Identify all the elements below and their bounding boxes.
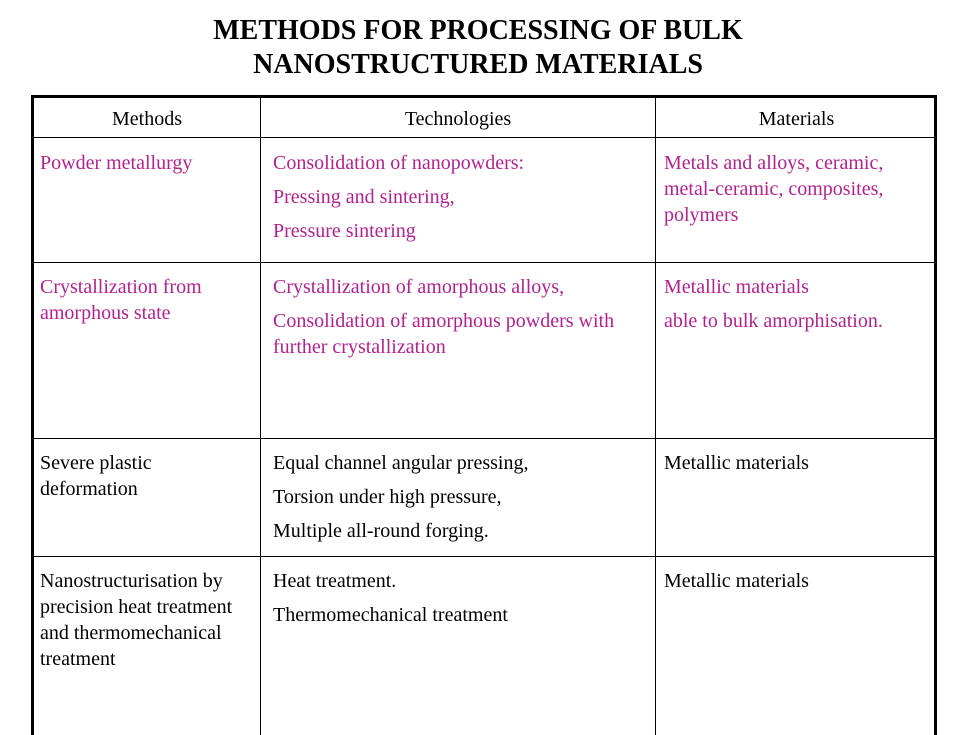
table-row-3-method	[40, 450, 240, 502]
material-text: Metallic materials	[664, 276, 809, 298]
technology-text: Pressure sintering	[273, 220, 416, 242]
title-line-2: NANOSTRUCTURED MATERIALS	[253, 49, 703, 80]
table-row-1-technologies	[273, 150, 653, 244]
technology-text: Consolidation of nanopowders:	[273, 152, 525, 174]
column-divider	[655, 98, 656, 735]
material-text: Metallic materials	[664, 452, 809, 474]
technology-text: Consolidation of amorphous powders with further crystallization	[273, 310, 615, 358]
table-row-4-technologies	[273, 568, 653, 628]
technology-text: Crystallization of amorphous alloys,	[273, 276, 565, 298]
table-row-1-method	[40, 150, 258, 176]
table-row-2-materials	[664, 274, 886, 334]
title-line-1: METHODS FOR PROCESSING OF BULK	[213, 15, 743, 46]
table-row-3-technologies	[273, 450, 653, 544]
methods-table	[31, 95, 937, 735]
row-divider	[34, 137, 934, 138]
method-text: Nanostructurisation by precision heat treatment and thermomechanical treatment	[40, 570, 233, 670]
page-title	[0, 14, 956, 82]
method-text: Crystallization from amorphous state	[40, 276, 202, 324]
technology-text: Torsion under high pressure,	[273, 486, 502, 508]
header-materials: Materials	[758, 108, 835, 130]
row-divider	[34, 262, 934, 263]
row-divider	[34, 556, 934, 557]
technology-text: Pressing and sintering,	[273, 186, 455, 208]
table-row-2-technologies	[273, 274, 633, 360]
row-divider	[34, 438, 934, 439]
table-row-3-materials	[664, 450, 936, 476]
technology-text: Equal channel angular pressing,	[273, 452, 529, 474]
table-row-1-materials	[664, 150, 936, 228]
method-text: Severe plastic deformation	[40, 452, 152, 500]
table-row-4-materials	[664, 568, 936, 594]
table-row-2-method	[40, 274, 240, 326]
header-technologies: Technologies	[404, 108, 512, 130]
table-row-4-method	[40, 568, 258, 672]
material-text: Metals and alloys, ceramic, metal-ceramic, composites, polymers	[664, 152, 884, 226]
method-text: Powder metallurgy	[40, 152, 193, 174]
column-divider	[260, 98, 261, 735]
technology-text: Multiple all-round forging.	[273, 520, 489, 542]
material-text: able to bulk amorphisation.	[664, 310, 883, 332]
technology-text: Heat treatment.	[273, 570, 397, 592]
technology-text: Thermomechanical treatment	[273, 604, 508, 626]
material-text: Metallic materials	[664, 570, 809, 592]
header-methods: Methods	[112, 108, 182, 130]
